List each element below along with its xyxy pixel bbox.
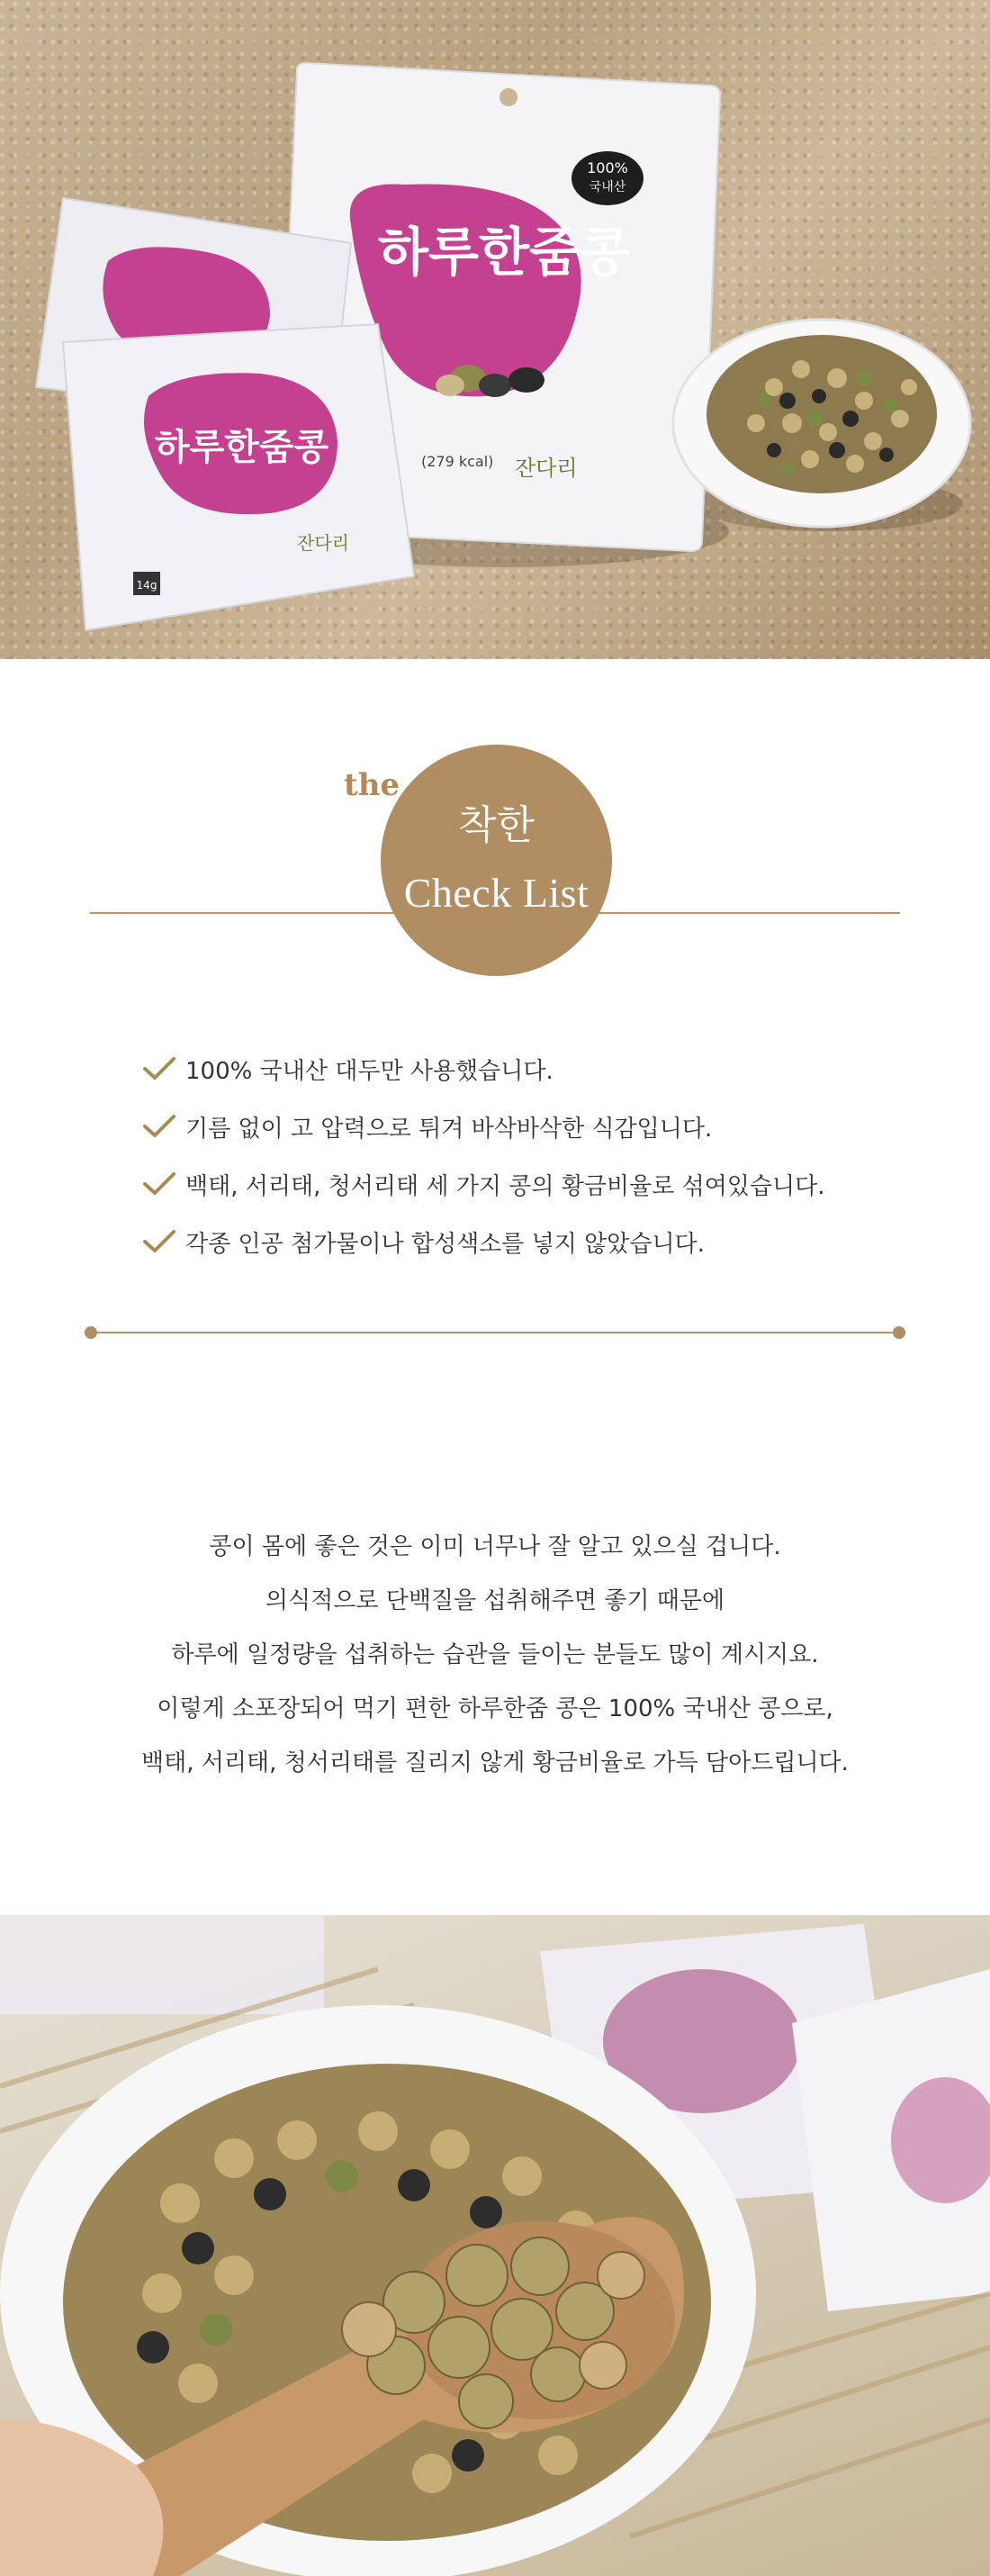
description-line: 콩이 몸에 좋은 것은 이미 너무나 잘 알고 있으실 겁니다. <box>209 1533 781 1560</box>
check-item <box>142 1213 916 1270</box>
checklist-badge-circle <box>381 745 612 976</box>
hero-product-photo <box>0 0 990 659</box>
checklist-title-ko: 착한 <box>457 802 535 848</box>
small-pouch-front <box>63 324 414 630</box>
bowl-spoon-photo <box>0 1915 990 2576</box>
check-icon <box>142 1113 176 1140</box>
check-list <box>142 1040 916 1270</box>
small-pouch-title: 하루한줌콩 <box>155 427 329 468</box>
check-icon <box>142 1228 176 1255</box>
check-item <box>142 1098 916 1155</box>
check-item-text: 100% 국내산 대두만 사용했습니다. <box>185 1057 554 1085</box>
check-item <box>142 1155 916 1213</box>
description-line: 이렇게 소포장되어 먹기 편한 하루한줌 콩은 100% 국내산 콩으로, <box>157 1695 833 1722</box>
hero-illustration <box>0 0 990 659</box>
brand-logo-large: 잔다리 <box>515 456 578 481</box>
check-icon <box>142 1055 176 1082</box>
divider-dot-right <box>893 1326 905 1339</box>
origin-badge-percent: 100% <box>587 159 628 176</box>
section-divider <box>90 1332 900 1333</box>
bowl-spoon-illustration <box>0 1915 990 2576</box>
check-icon <box>142 1170 176 1198</box>
check-item-text: 백태, 서리태, 청서리태 세 가지 콩의 황금비율로 섞여있습니다. <box>185 1172 825 1200</box>
product-description <box>54 1520 936 1790</box>
description-line: 의식적으로 단백질을 섭취해주면 좋기 때문에 <box>265 1587 725 1614</box>
origin-badge-label: 국내산 <box>589 180 626 194</box>
small-pouch-weight: 14g <box>136 579 158 592</box>
check-item <box>142 1040 916 1098</box>
description-line: 백태, 서리태, 청서리태를 질리지 않게 황금비율로 가득 담아드립니다. <box>141 1749 849 1776</box>
description-line: 하루에 일정량을 섭취하는 습관을 들이는 분들도 많이 계시지요. <box>171 1641 819 1668</box>
checklist-title-en: Check List <box>403 870 590 916</box>
brand-logo-small: 잔다리 <box>297 532 349 554</box>
check-item-text: 각종 인공 첨가물이나 합성색소를 넣지 않았습니다. <box>185 1230 706 1258</box>
calorie-text: (279 kcal) <box>421 453 494 470</box>
divider-dot-left <box>85 1326 97 1339</box>
bean-bowl <box>673 320 970 527</box>
large-pouch-title: 하루한줌콩 <box>378 221 631 283</box>
checklist-prefix: the <box>344 767 400 803</box>
check-item-text: 기름 없이 고 압력으로 튀겨 바삭바삭한 식감입니다. <box>185 1115 713 1143</box>
